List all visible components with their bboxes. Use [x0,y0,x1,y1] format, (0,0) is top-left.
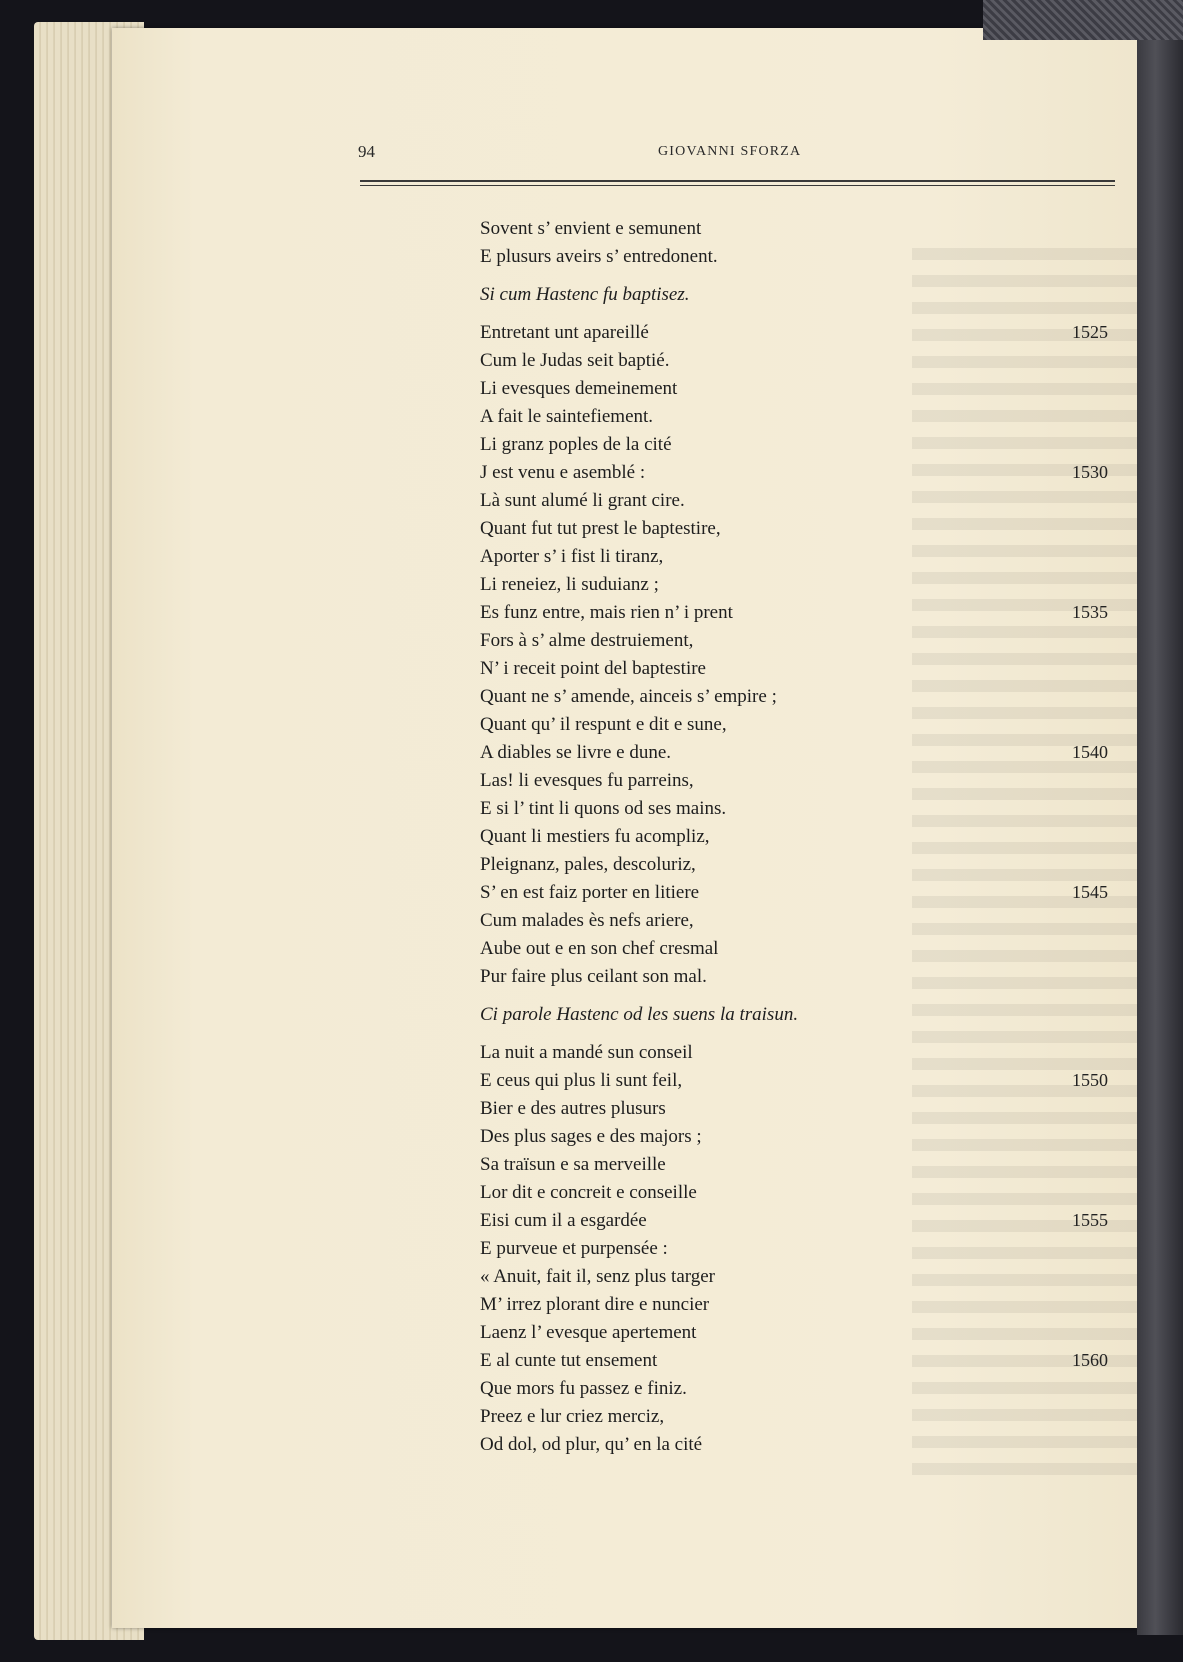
verse-line: Là sunt alumé li grant cire. [480,490,685,511]
verse-number: 1545 [1072,882,1108,902]
verse-line: N’ i receit point del baptestire [480,658,706,679]
verse-line: Quant fut tut prest le baptestire, [480,518,721,539]
verse-line: S’ en est faiz porter en litiere [480,882,700,903]
rubric-heading: Ci parole Hastenc od les suens la traisun. [480,1004,799,1025]
verse-line: Li reneiez, li suduianz ; [480,574,659,595]
verse-number: 1560 [1072,1350,1108,1370]
verse-line: Bier e des autres plusurs [480,1098,666,1119]
verse-number: 1530 [1072,462,1108,482]
verse-number: 1540 [1072,742,1108,762]
book-binding [1137,30,1183,1635]
binding-cloth [983,0,1183,40]
running-title: GIOVANNI SFORZA [658,144,802,159]
verse-line: Des plus sages e des majors ; [480,1126,702,1147]
verse-line: Es funz entre, mais rien n’ i prent [480,602,733,623]
verse-line: A diables se livre e dune. [480,742,672,763]
verse-line: E plusurs aveirs s’ entredonent. [480,246,718,267]
verse-line: Li evesques demeinement [480,378,678,399]
verse-line: Pleignanz, pales, descoluriz, [480,854,696,875]
verse-line: Laenz l’ evesque apertement [480,1322,697,1343]
verse-line: Aporter s’ i fist li tiranz, [480,546,664,567]
verse-line: Lor dit e concreit e conseille [480,1182,697,1203]
verse-line: M’ irrez plorant dire e nuncier [480,1294,710,1315]
verse-line: Sovent s’ envient e semunent [480,218,702,239]
verse-line: Que mors fu passez e finiz. [480,1378,687,1399]
verse-line: Pur faire plus ceilant son mal. [480,966,707,987]
verse-line: Aube out e en son chef cresmal [480,938,719,959]
verse-line: Preez e lur criez merciz, [480,1406,665,1427]
verse-line: Quant qu’ il respunt e dit e sune, [480,714,727,735]
verse-line: Od dol, od plur, qu’ en la cité [480,1434,703,1455]
verse-line: Fors à s’ alme destruiement, [480,630,694,651]
rubric-heading: Si cum Hastenc fu baptisez. [480,284,690,305]
verse-line: Quant ne s’ amende, ainceis s’ empire ; [480,686,777,707]
verse-line: « Anuit, fait il, senz plus targer [480,1266,715,1287]
verse-line: Sa traïsun e sa merveille [480,1154,666,1175]
verse-line: E al cunte tut ensement [480,1350,658,1371]
verse-line: Entretant unt apareillé [480,322,649,343]
verse-number: 1555 [1072,1210,1108,1230]
verse-line: J est venu e asemblé : [480,462,646,483]
verse-line: E purveue et purpensée : [480,1238,668,1259]
verse-number: 1550 [1072,1070,1108,1090]
verse-line: Li granz poples de la cité [480,434,672,455]
verse-line: Las! li evesques fu parreins, [480,770,694,791]
verse-line: E si l’ tint li quons od ses mains. [480,798,727,819]
header-rule-thin [360,185,1115,186]
verse-line: A fait le saintefiement. [480,406,654,427]
verse-line: La nuit a mandé sun conseil [480,1042,693,1063]
verse-number: 1535 [1072,602,1108,622]
verse-number: 1525 [1072,322,1108,342]
header-rule [360,180,1115,182]
verse-line: Cum malades ès nefs ariere, [480,910,694,931]
verse-line: E ceus qui plus li sunt feil, [480,1070,683,1091]
verse-line: Eisi cum il a esgardée [480,1210,647,1231]
page-number: 94 [358,142,375,161]
verse-line: Quant li mestiers fu acompliz, [480,826,710,847]
verse-line: Cum le Judas seit baptié. [480,350,670,371]
show-through-text [912,248,1152,1488]
